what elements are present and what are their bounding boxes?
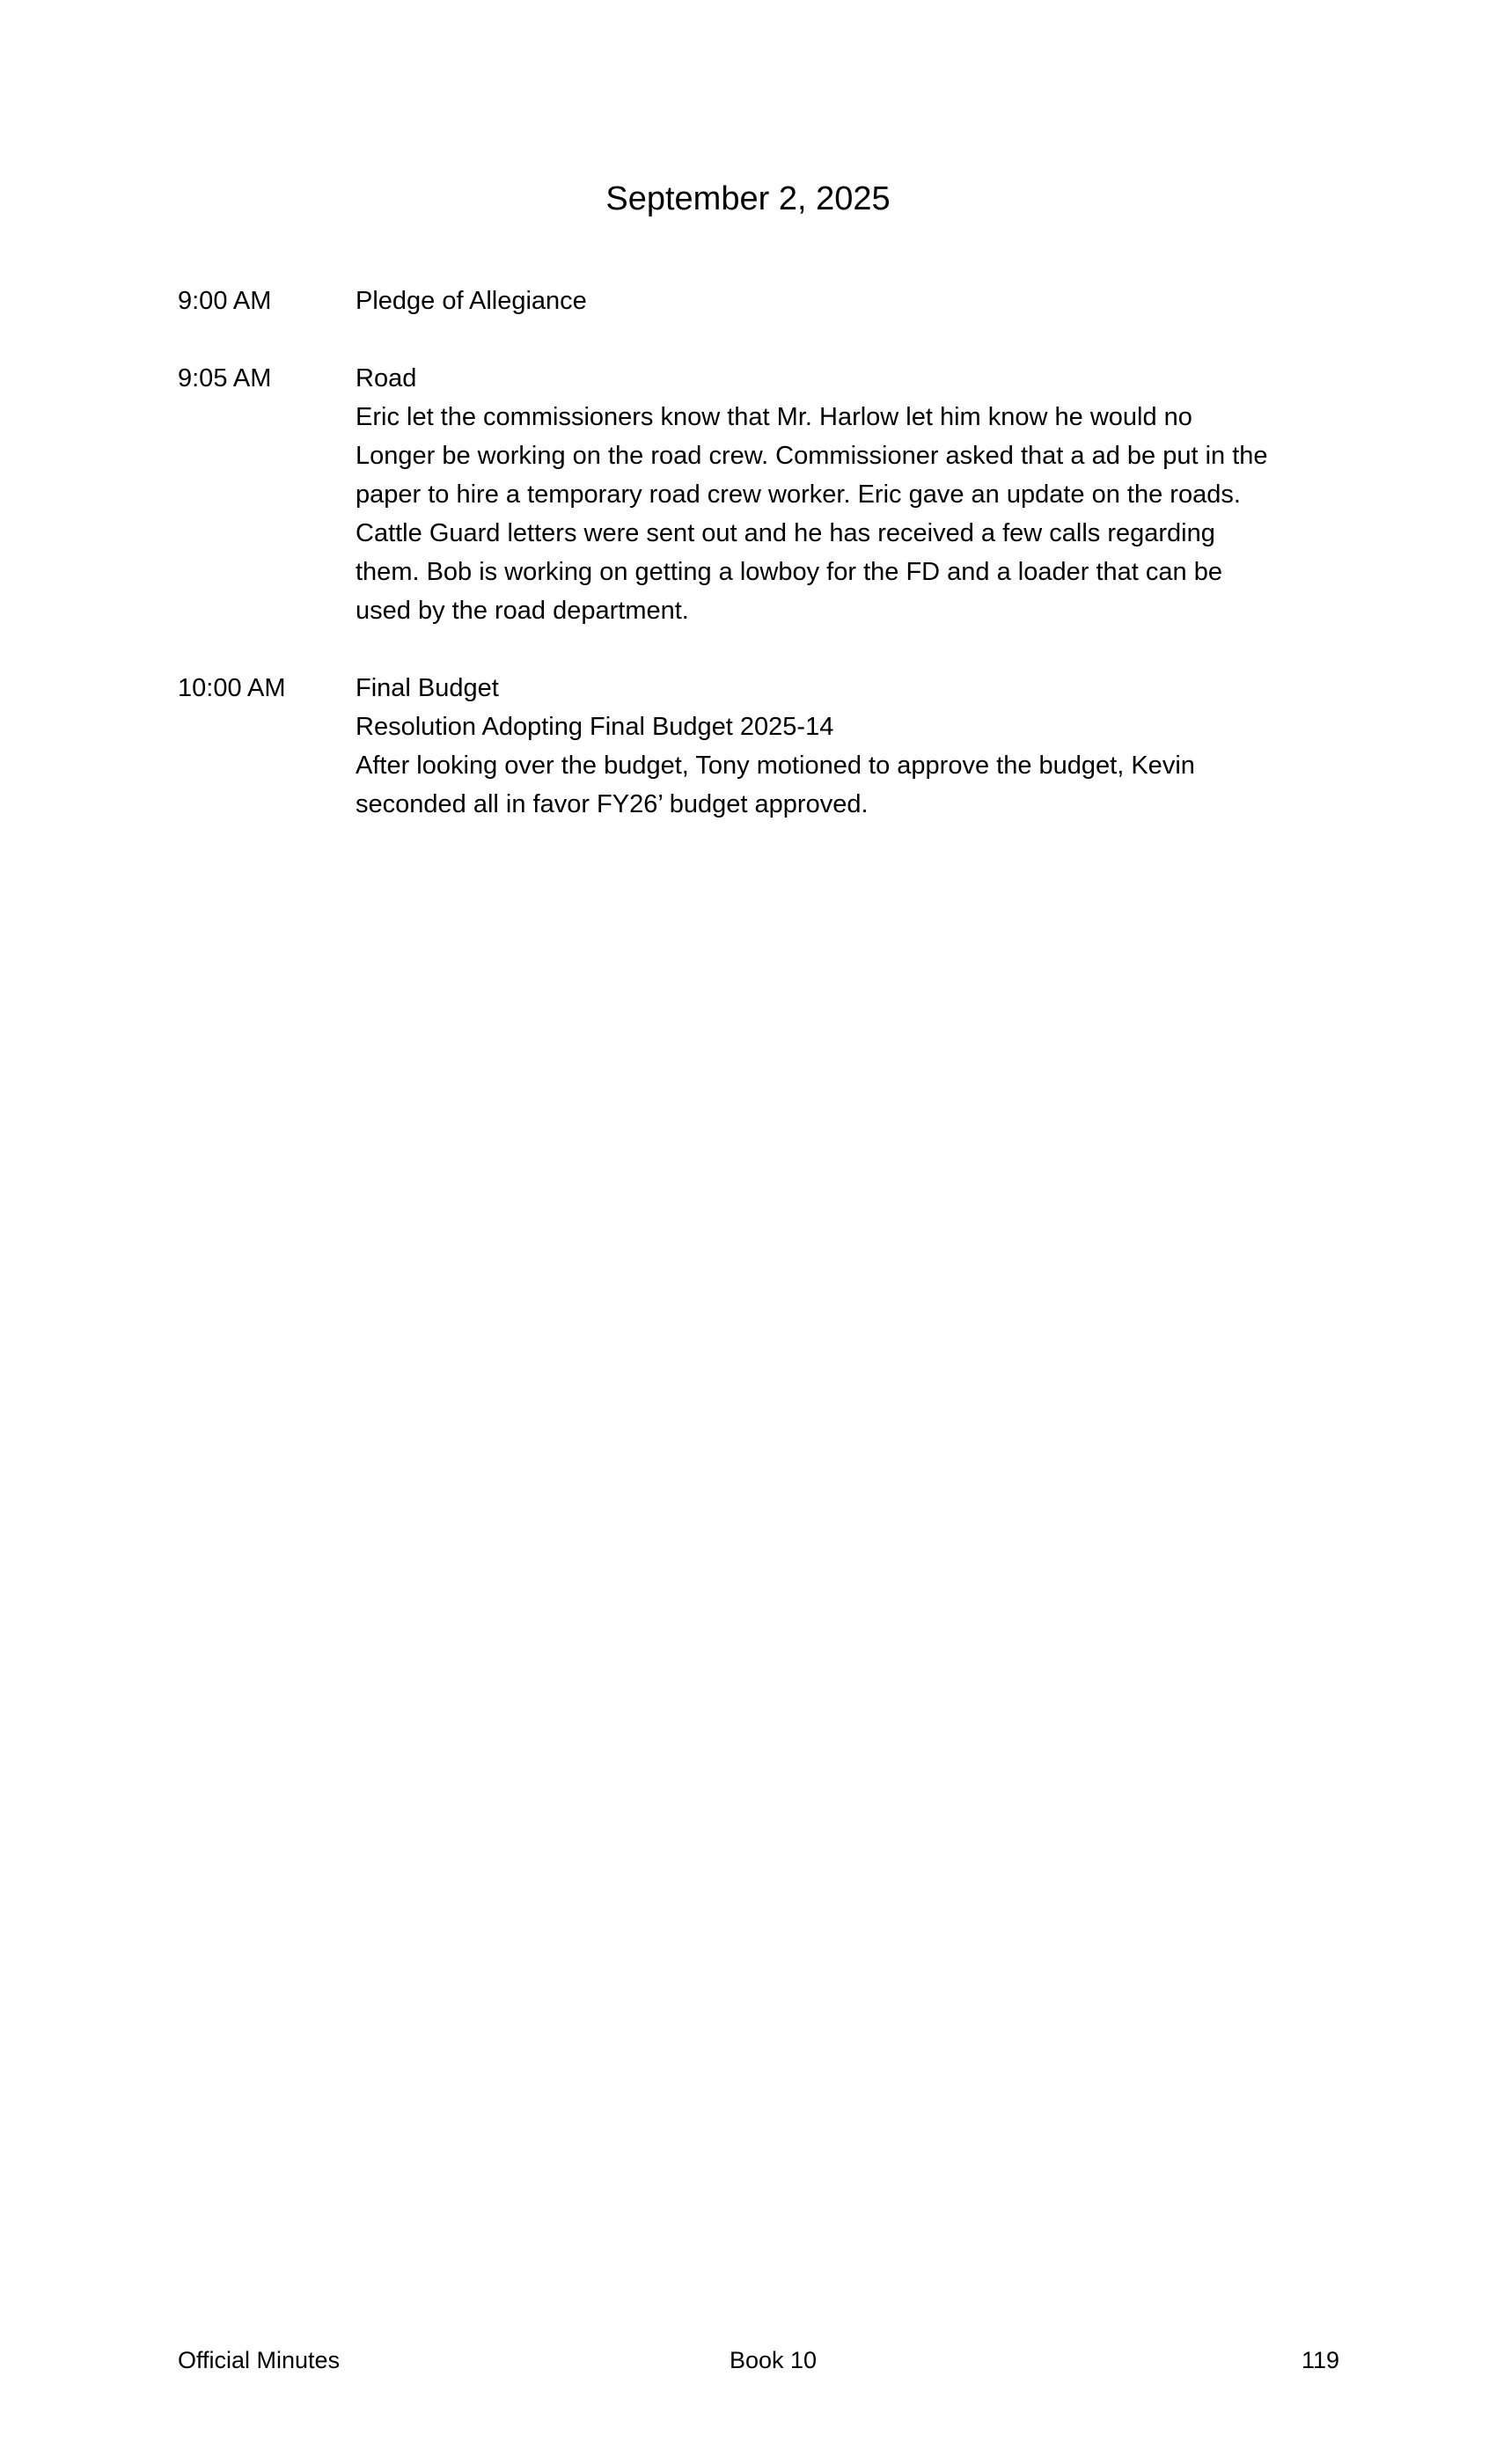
entry-text-line: seconded all in favor FY26’ budget approved. — [356, 790, 869, 818]
entry-body — [356, 282, 1348, 320]
footer-page-number: 119 — [1301, 2347, 1339, 2373]
entry-text-line: Resolution Adopting Final Budget 2025-14 — [356, 713, 834, 741]
entry-time: 10:00 AM — [178, 674, 286, 702]
entry-body — [356, 669, 1348, 824]
entry-text-line: After looking over the budget, Tony motioned to approve the budget, Kevin — [356, 752, 1195, 780]
entry-text-line: paper to hire a temporary road crew worker. Eric gave an update on the roads. — [356, 480, 1241, 509]
page-title: September 2, 2025 — [605, 180, 891, 217]
entry-time: 9:00 AM — [178, 287, 272, 315]
entry-text-line: Longer be working on the road crew. Commissioner asked that a ad be put in the — [356, 442, 1268, 470]
entry-time: 9:05 AM — [178, 364, 272, 392]
entry-body — [356, 359, 1348, 630]
page-footer — [178, 2341, 1339, 2380]
footer-book-number: Book 10 — [730, 2347, 818, 2373]
entry-text-line: Eric let the commissioners know that Mr. Harlow let him know he would no — [356, 403, 1192, 431]
entry-text-line: them. Bob is working on getting a lowboy for the FD and a loader that can be — [356, 558, 1222, 586]
footer-document-type: Official Minutes — [178, 2347, 341, 2373]
entry-text-line: used by the road department. — [356, 597, 689, 625]
entry-text-line: Cattle Guard letters were sent out and he has received a few calls regarding — [356, 519, 1215, 547]
entry-heading: Pledge of Allegiance — [356, 287, 587, 315]
entry-heading: Final Budget — [356, 674, 499, 702]
minutes-entry — [178, 359, 1348, 630]
entry-heading: Road — [356, 364, 417, 392]
minutes-entry — [178, 282, 1348, 320]
minutes-body — [178, 282, 1348, 862]
minutes-entry — [178, 669, 1348, 824]
